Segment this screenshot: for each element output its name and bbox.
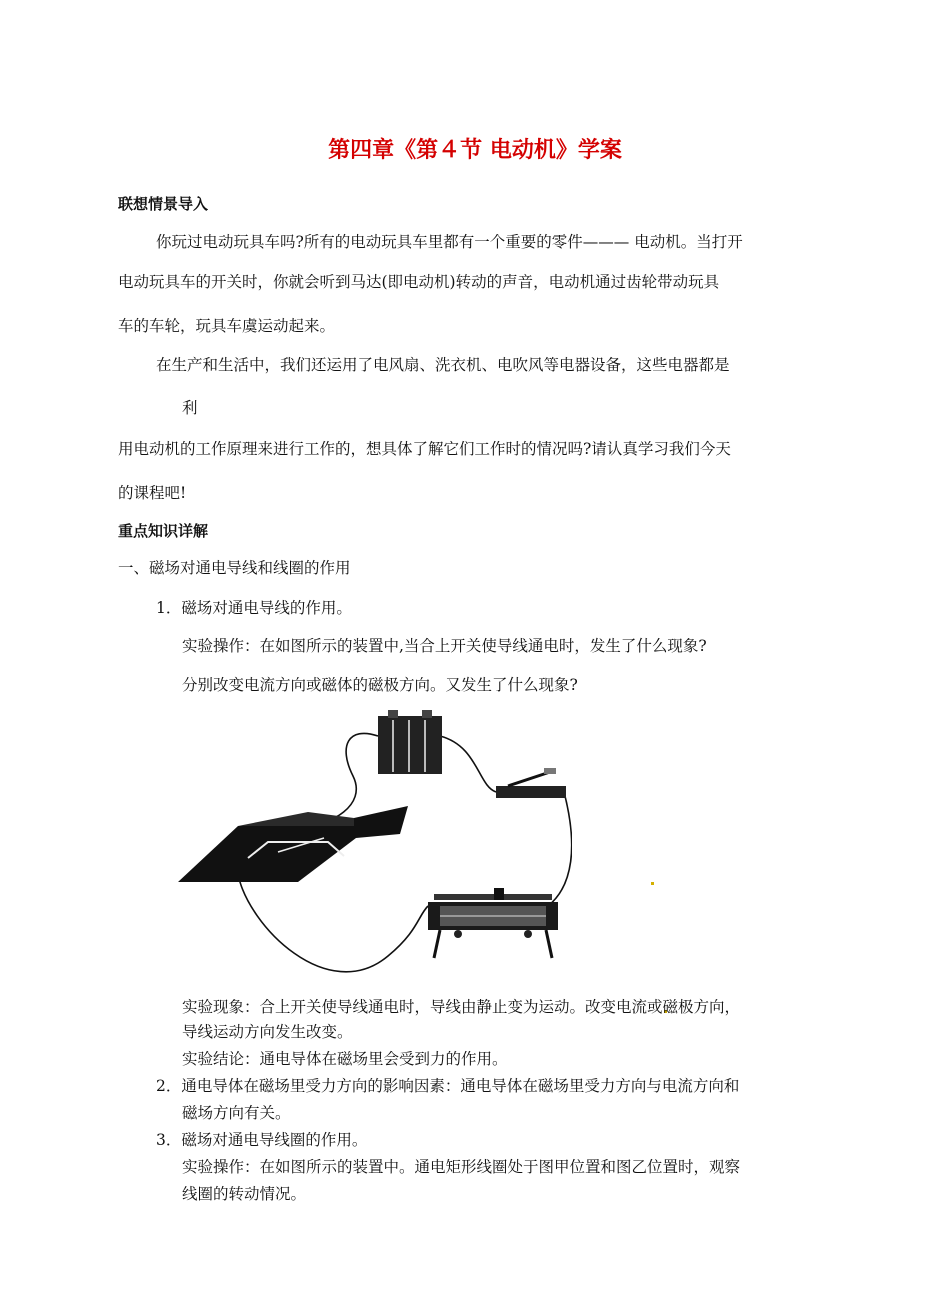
paragraph-line: 线圈的转动情况。 bbox=[182, 1185, 307, 1203]
speck-mark bbox=[651, 882, 654, 885]
page-title: 第四章《第４节 电动机》学案 bbox=[328, 138, 622, 163]
rheostat-icon bbox=[428, 888, 558, 958]
paragraph-line: 你玩过电动玩具车吗?所有的电动玩具车里都有一个重要的零件——— 电动机。当打开 bbox=[156, 233, 743, 251]
paragraph-line: 在生产和生活中，我们还运用了电风扇、洗衣机、电吹风等电器设备，这些电器都是 bbox=[156, 356, 730, 374]
paragraph-line: 电动玩具车的开关时，你就会听到马达(即电动机)转动的声音，电动机通过齿轮带动玩具 bbox=[118, 273, 720, 291]
list-item: 3．磁场对通电导线圈的作用。 bbox=[156, 1131, 368, 1149]
list-item: 2．通电导体在磁场里受力方向的影响因素：通电导体在磁场里受力方向与电流方向和 bbox=[156, 1077, 740, 1095]
paragraph-line: 实验操作：在如图所示的装置中,当合上开关使导线通电时，发生了什么现象? bbox=[182, 637, 707, 655]
paragraph-line: 实验结论：通电导体在磁场里会受到力的作用。 bbox=[182, 1050, 508, 1068]
section-heading-key-knowledge: 重点知识详解 bbox=[118, 522, 209, 540]
battery-icon bbox=[378, 710, 442, 774]
paragraph-line: 车的车轮，玩具车虞运动起来。 bbox=[118, 317, 336, 335]
paragraph-line: 实验操作：在如图所示的装置中。通电矩形线圈处于图甲位置和图乙位置时，观察 bbox=[182, 1158, 741, 1176]
paragraph-line: 利 bbox=[182, 399, 198, 417]
paragraph-line: 磁场方向有关。 bbox=[182, 1104, 291, 1122]
subsection-heading: 一、磁场对通电导线和线圈的作用 bbox=[118, 559, 351, 577]
magnet-icon bbox=[178, 806, 408, 882]
paragraph-line: 分别改变电流方向或磁体的磁极方向。又发生了什么现象? bbox=[182, 676, 578, 694]
paragraph-line: 用电动机的工作原理来进行工作的，想具体了解它们工作时的情况吗?请认真学习我们今天 bbox=[118, 440, 731, 458]
switch-icon bbox=[496, 768, 566, 798]
paragraph-line: 导线运动方向发生改变。 bbox=[182, 1023, 353, 1041]
paragraph-line: 实验现象：合上开关使导线通电时，导线由静止变为运动。改变电流或磁极方向， bbox=[182, 998, 741, 1016]
paragraph-line: 的课程吧! bbox=[118, 484, 187, 502]
section-heading-intro: 联想情景导入 bbox=[118, 195, 209, 213]
list-item: 1．磁场对通电导线的作用。 bbox=[156, 599, 352, 617]
experiment-apparatus-figure bbox=[178, 706, 572, 986]
